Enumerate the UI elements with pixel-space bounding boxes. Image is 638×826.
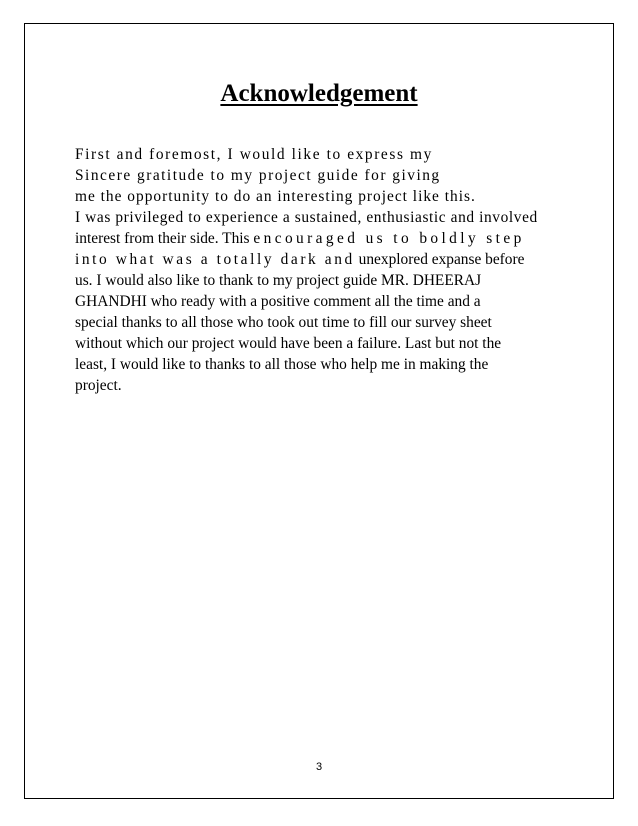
body-line: Sincere gratitude to my project guide for giving [75,167,441,184]
body-line: project. [75,377,122,394]
body-line-segment: interest from their side. This [75,230,254,247]
body-line: I was privileged to experience a sustained, enthusiastic and involved [75,209,538,226]
body-line [75,228,575,249]
body-line: special thanks to all those who took out time to fill our survey sheet [75,314,492,331]
acknowledgement-body [75,144,575,396]
body-line: me the opportunity to do an interesting project like this. [75,188,476,205]
spaced-text-segment: encouraged us to boldly step [253,230,525,247]
body-line [75,249,575,270]
body-line: us. I would also like to thank to my project guide MR. DHEERAJ [75,272,482,289]
body-line: GHANDHI who ready with a positive comment all the time and a [75,293,481,310]
body-line: without which our project would have been a failure. Last but not the [75,335,502,352]
body-line-segment: unexplored expanse before [354,251,525,268]
page-title: Acknowledgement [220,80,418,107]
body-line: least, I would like to thanks to all those who help me in making the [75,356,489,373]
page-border [24,23,614,799]
spaced-text-segment: into what was a totally dark and [75,251,355,268]
page-number: 3 [315,761,323,773]
body-line: First and foremost, I would like to express my [75,146,433,163]
